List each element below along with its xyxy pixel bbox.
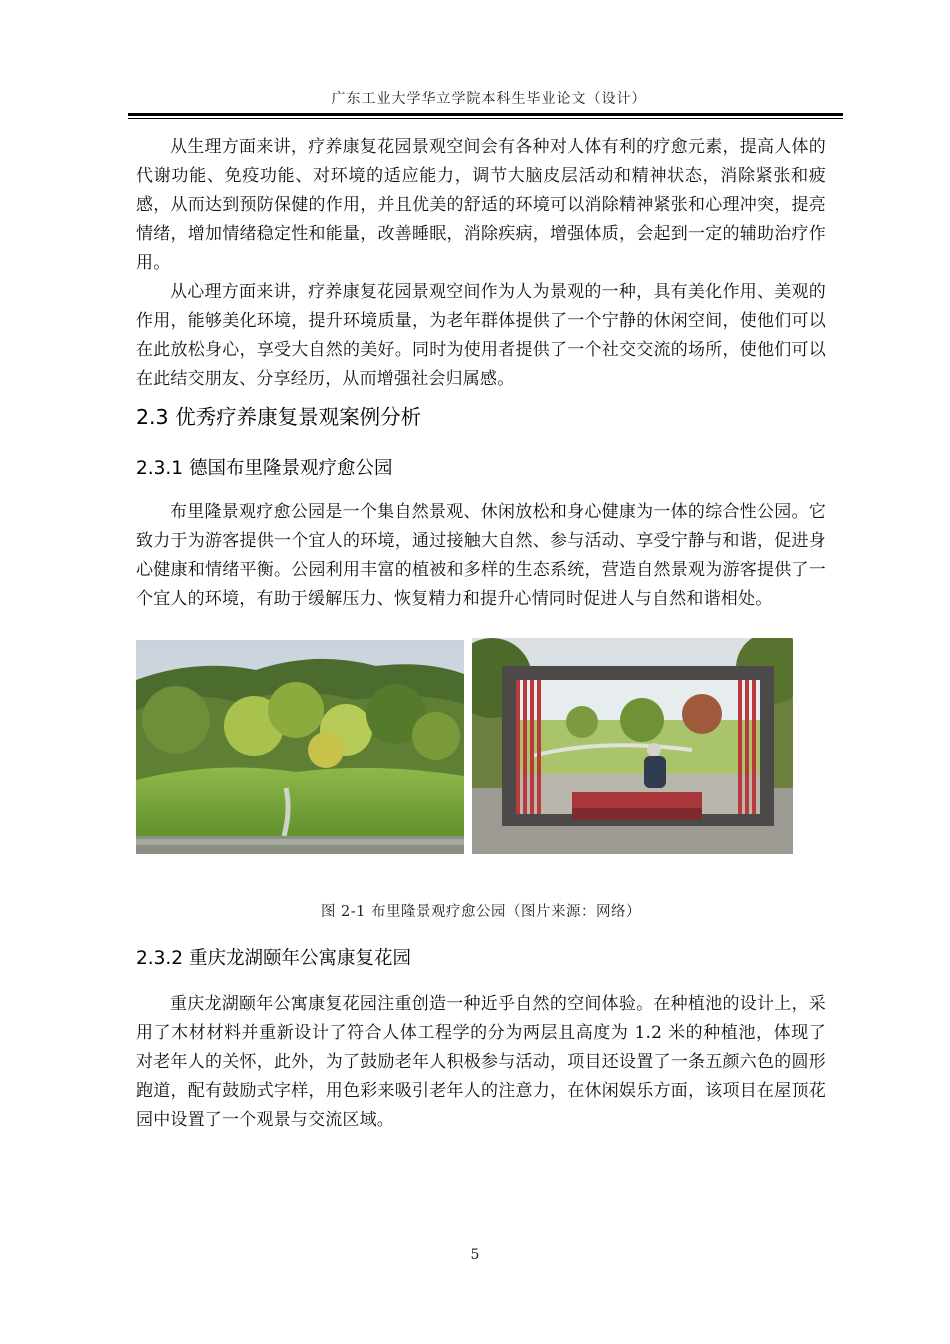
section-heading-2-3-2: 2.3.2 重庆龙湖颐年公寓康复花园 bbox=[136, 948, 411, 969]
pavilion-frame-photo bbox=[472, 638, 793, 854]
paragraph-brilon-park: 布里隆景观疗愈公园是一个集自然景观、休闲放松和身心健康为一体的综合性公园。它致力于为游客提供一个宜人的环境，通过接触大自然、参与活动、享受宁静与和谐，促进身心健康和情绪平衡。公园利用丰富的植被和多样的生态系统，营造自然景观为游客提供了一个宜人的环境，有助于缓解压力、恢复精力和提升心情同时促进人与自然和谐相处。 bbox=[136, 502, 826, 609]
page-number: 5 bbox=[470, 1247, 480, 1263]
paragraph-psychology: 从心理方面来讲，疗养康复花园景观空间作为人为景观的一种，具有美化作用、美观的作用，能够美化环境，提升环境质量，为老年群体提供了一个宁静的休闲空间，使他们可以在此放松身心，享受大自然的美好。同时为使用者提供了一个社交交流的场所，使他们可以在此结交朋友、分享经历，从而增强社会归属感。 bbox=[136, 282, 826, 389]
header-rule-thick bbox=[128, 113, 843, 116]
section-heading-2-3-1: 2.3.1 德国布里隆景观疗愈公园 bbox=[136, 458, 393, 479]
page-header: 广东工业大学华立学院本科生毕业论文（设计） bbox=[331, 91, 647, 107]
header-rule-thin bbox=[128, 118, 843, 119]
figure-caption: 图 2-1 布里隆景观疗愈公园（图片来源：网络） bbox=[320, 904, 642, 920]
section-heading-2-3: 2.3 优秀疗养康复景观案例分析 bbox=[136, 405, 422, 429]
paragraph-longhu-garden: 重庆龙湖颐年公寓康复花园注重创造一种近乎自然的空间体验。在种植池的设计上，采用了木材材料并重新设计了符合人体工程学的分为两层且高度为 1.2 米的种植池，体现了对老年人的关怀，此外，为了鼓励老年人积极参与活动，项目还设置了一条五颜六色的圆形跑道，配有鼓励式字样，用色彩来吸引老年人的注意力，在休闲娱乐方面，该项目在屋顶花园中设置了一个观景与交流区域。 bbox=[136, 994, 826, 1130]
paragraph-physiology: 从生理方面来讲，疗养康复花园景观空间会有各种对人体有利的疗愈元素，提高人体的代谢功能、免疫功能、对环境的适应能力，调节大脑皮层活动和精神状态，消除紧张和疲感，从而达到预防保健的作用，并且优美的舒适的环境可以消除精神紧张和心理冲突，提亮情绪，增加情绪稳定性和能量，改善睡眠，消除疾病，增强体质，会起到一定的辅助治疗作用。 bbox=[136, 137, 826, 273]
park-landscape-photo bbox=[136, 640, 464, 854]
